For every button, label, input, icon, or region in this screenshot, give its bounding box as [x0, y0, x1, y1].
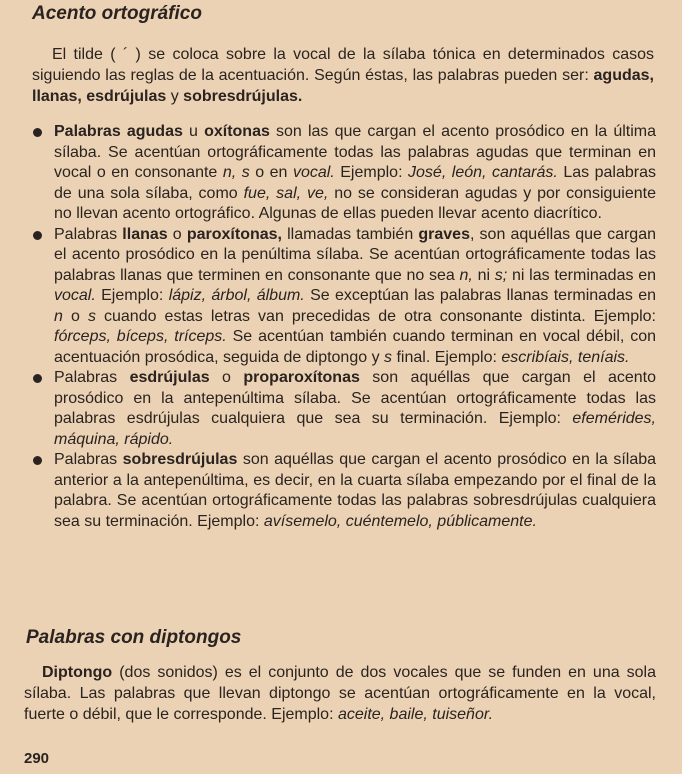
text: son aquéllas que cargan el acento prosódico en la antepenúltima sílaba. Se acentúan ortográficamente todas las palabras esdrújulas cualquiera que sea su terminación. Ejemplo: — [54, 369, 657, 427]
text: ni las terminadas en — [507, 266, 657, 284]
italic: n — [54, 307, 63, 325]
intro-bold-term: sobresdrújulas. — [183, 88, 303, 105]
example: fue, sal, ve, — [243, 184, 329, 202]
example: efemérides, máquina, rápido. — [54, 410, 656, 448]
text: u — [182, 123, 205, 140]
text: Palabras — [54, 451, 123, 468]
text: Se acentúan también cuando terminan en vocal débil, con acentuación prosódica, seguida de diptongo y — [54, 328, 656, 366]
text: o en — [249, 164, 293, 181]
text: ni — [472, 266, 495, 284]
text: no se consideran agudas y por consiguiente no llevan acento ortográfico. Algunas de ellas pueden llevar acento diacrítico. — [54, 184, 657, 222]
list-item-llanas — [30, 225, 656, 369]
text: , son aquéllas que cargan el acento prosódico en la penúltima sílaba. Se acentúan ortográficamente todas las palabras llanas que terminen en consonante que no sea — [54, 225, 656, 284]
text: Palabras — [54, 225, 123, 243]
intro-bold-terms: agudas, llanas, esdrújulas — [32, 67, 654, 105]
list-item-esdrujulas — [30, 368, 656, 450]
text: cuando estas letras van precedidas de otra consonante distinta. Ejemplo: — [95, 307, 656, 325]
text: son las que cargan el acento prosódico en la última sílaba. Se acentúan ortográficamente todas las palabras agudas que terminan en vocal o en consonante — [54, 123, 656, 181]
diptongo-paragraph — [24, 662, 656, 725]
term: paroxítonas, — [186, 225, 282, 243]
term: oxítonas — [204, 123, 270, 140]
italic: n, — [459, 266, 473, 284]
page-number: 290 — [24, 750, 50, 767]
italic: s; — [494, 266, 508, 284]
example: escribíais, teníais. — [501, 348, 630, 366]
text: son aquéllas que cargan el acento prosódico en la sílaba anterior a la antepenúltima, es decir, en la cuarta sílaba empezando por el final de la palabra. Se acentúan ortográficamente todas las palabras sobresdrújulas cualquiera sea su terminación. Ejemplo: — [54, 451, 657, 530]
italic: vocal. — [292, 164, 335, 181]
italic: n, s — [222, 164, 250, 181]
example: lápiz, árbol, álbum. — [168, 287, 305, 304]
example: aceite, baile, tuiseñor. — [337, 706, 494, 723]
text: final. Ejemplo: — [392, 348, 502, 366]
example: José, león, cantarás. — [408, 164, 558, 181]
bullet-icon — [33, 456, 42, 465]
intro-paragraph — [32, 44, 654, 107]
term: proparoxítonas — [243, 369, 360, 386]
italic: vocal. — [54, 287, 96, 304]
section-title-acento: Acento ortográfico — [32, 3, 202, 24]
text: (dos sonidos) es el conjunto de dos vocales que se funden en una sola sílaba. Las palabras que llevan diptongo se acentúan ortográficamente en la vocal, fuerte o débil, que le corresponde. Ejemplo: — [24, 664, 656, 723]
accent-rules-list — [30, 122, 656, 532]
text: llamadas también — [281, 225, 419, 243]
term: esdrújulas — [129, 369, 210, 386]
text: Palabras — [54, 369, 130, 386]
term: sobresdrújulas — [122, 451, 238, 468]
italic: s — [87, 307, 96, 325]
intro-text: El tilde ( ´ ) se coloca sobre la vocal de la sílaba tónica en determinados casos siguiendo las reglas de la acentuación. Según éstas, las palabras pueden ser: — [32, 46, 654, 84]
text: Ejemplo: — [334, 164, 409, 181]
term: Palabras agudas — [54, 123, 183, 140]
text: Las palabras de una sola sílaba, como — [54, 164, 657, 202]
term: graves — [418, 225, 470, 243]
list-item-sobresdrujulas — [30, 450, 656, 532]
term: llanas — [122, 225, 168, 243]
bullet-icon — [33, 374, 42, 383]
term: Diptongo — [42, 664, 113, 681]
example: avísemelo, cuéntemelo, públicamente. — [263, 512, 537, 530]
bullet-icon — [33, 231, 42, 240]
section-title-diptongos: Palabras con diptongos — [26, 627, 242, 648]
text: o — [209, 369, 244, 386]
example: fórceps, bíceps, tríceps. — [54, 328, 227, 345]
list-item-agudas — [30, 122, 656, 225]
bullet-icon — [33, 128, 42, 137]
intro-text: y — [166, 88, 184, 105]
italic: s — [384, 348, 393, 366]
text: o — [62, 307, 88, 325]
text: o — [167, 225, 187, 243]
text: Se exceptúan las palabras llanas terminadas en — [304, 287, 656, 304]
text: Ejemplo: — [95, 287, 169, 304]
